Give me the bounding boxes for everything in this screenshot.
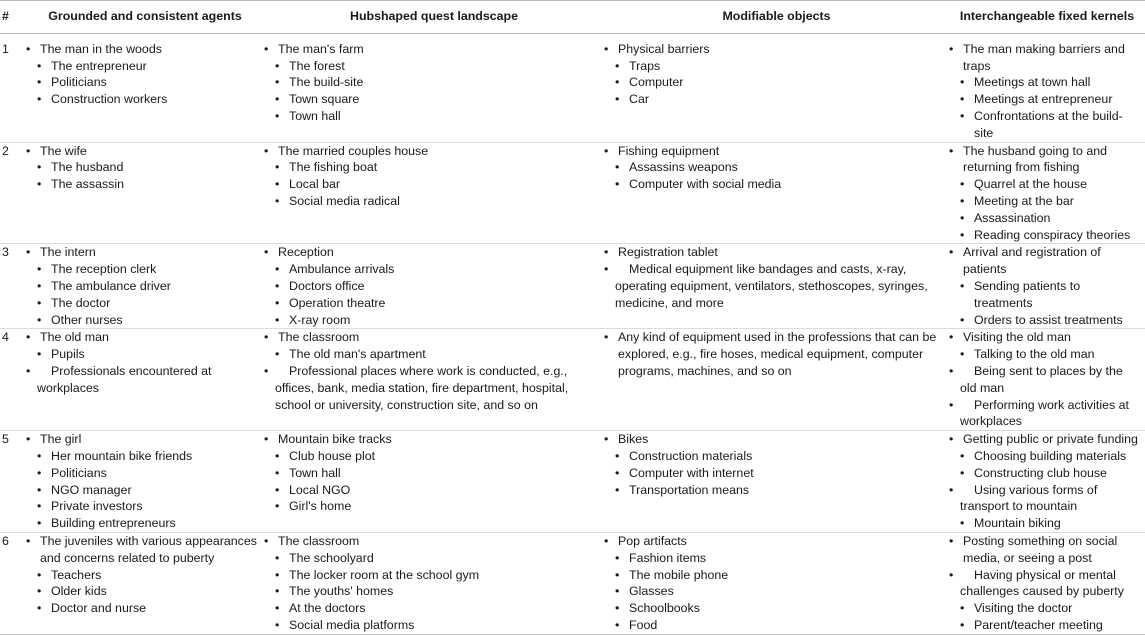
list-item: • Bikes bbox=[604, 431, 945, 448]
list-item: • Her mountain bike friends bbox=[26, 448, 260, 465]
list-item: • Visiting the doctor bbox=[949, 600, 1141, 617]
table-row bbox=[0, 142, 1145, 244]
kernels-cell bbox=[949, 532, 1145, 634]
list-item: • Town square bbox=[264, 91, 600, 108]
list-item bbox=[604, 261, 945, 311]
header-kernels: Interchangeable fixed kernels bbox=[949, 1, 1145, 34]
agents-cell bbox=[26, 244, 264, 329]
objects-cell bbox=[604, 142, 949, 244]
list-item: • Computer with internet bbox=[604, 465, 945, 482]
list-item-text: Professional places where work is conducted, e.g., offices, bank, media station, fire department, hospital, school or university, construction site, and so on bbox=[275, 363, 569, 412]
list-item: • Registration tablet bbox=[604, 244, 945, 261]
landscape-cell bbox=[264, 329, 604, 431]
list-item: • Older kids bbox=[26, 583, 260, 600]
agents-cell bbox=[26, 329, 264, 431]
objects-cell bbox=[604, 431, 949, 533]
list-item: • Politicians bbox=[26, 74, 260, 91]
objects-cell bbox=[604, 329, 949, 431]
agents-cell bbox=[26, 431, 264, 533]
list-item: • Transportation means bbox=[604, 482, 945, 499]
list-item: • NGO manager bbox=[26, 482, 260, 499]
list-item: • Fashion items bbox=[604, 550, 945, 567]
list-item: • Talking to the old man bbox=[949, 346, 1141, 363]
list-item: • X-ray room bbox=[264, 312, 600, 329]
list-item: • Arrival and registration of patients bbox=[949, 244, 1141, 278]
list-item: • The youths' homes bbox=[264, 583, 600, 600]
landscape-cell bbox=[264, 244, 604, 329]
list-item-text: Professionals encountered at workplaces bbox=[37, 363, 212, 395]
list-item: • Girl's home bbox=[264, 498, 600, 515]
list-item: • The girl bbox=[26, 431, 260, 448]
list-item: • Politicians bbox=[26, 465, 260, 482]
list-item: • Local NGO bbox=[264, 482, 600, 499]
list-item: • Meetings at town hall bbox=[949, 74, 1141, 91]
list-item: • The classroom bbox=[264, 329, 600, 346]
list-item: • The mobile phone bbox=[604, 567, 945, 584]
list-item-text: Performing work activities at workplaces bbox=[960, 397, 1129, 429]
list-item: • The juveniles with various appearances and concerns related to puberty bbox=[26, 533, 260, 567]
list-item bbox=[26, 363, 260, 397]
list-item: • Any kind of equipment used in the professions that can be explored, e.g., fire hoses, medical equipment, computer programs, machines, and so on bbox=[604, 329, 945, 379]
list-item: • At the doctors bbox=[264, 600, 600, 617]
list-item: • Orders to assist treatments bbox=[949, 312, 1141, 329]
row-number: 2 bbox=[0, 142, 26, 244]
row-number: 5 bbox=[0, 431, 26, 533]
list-item: • Quarrel at the house bbox=[949, 176, 1141, 193]
list-item: • Social media platforms bbox=[264, 617, 600, 634]
list-item: • The husband going to and returning from fishing bbox=[949, 143, 1141, 177]
list-item: • Doctors office bbox=[264, 278, 600, 295]
list-item: • Town hall bbox=[264, 108, 600, 125]
list-item: • The married couples house bbox=[264, 143, 600, 160]
landscape-cell bbox=[264, 431, 604, 533]
list-item: • Assassins weapons bbox=[604, 159, 945, 176]
table-row bbox=[0, 33, 1145, 142]
list-item: • The locker room at the school gym bbox=[264, 567, 600, 584]
objects-cell bbox=[604, 33, 949, 142]
list-item: • Getting public or private funding bbox=[949, 431, 1141, 448]
list-item-text: Being sent to places by the old man bbox=[960, 363, 1123, 395]
landscape-cell bbox=[264, 532, 604, 634]
list-item: • Constructing club house bbox=[949, 465, 1141, 482]
list-item: • Construction materials bbox=[604, 448, 945, 465]
list-item: • The schoolyard bbox=[264, 550, 600, 567]
list-item: • The old man's apartment bbox=[264, 346, 600, 363]
list-item bbox=[949, 567, 1141, 601]
table-row bbox=[0, 244, 1145, 329]
list-item: • Traps bbox=[604, 58, 945, 75]
list-item: • The entrepreneur bbox=[26, 58, 260, 75]
kernels-cell bbox=[949, 244, 1145, 329]
list-item: • Fishing equipment bbox=[604, 143, 945, 160]
header-number: # bbox=[0, 1, 26, 34]
list-item: • Meeting at the bar bbox=[949, 193, 1141, 210]
list-item: • Choosing building materials bbox=[949, 448, 1141, 465]
list-item: • Physical barriers bbox=[604, 41, 945, 58]
table-row bbox=[0, 532, 1145, 634]
list-item: • The husband bbox=[26, 159, 260, 176]
list-item: • Visiting the old man bbox=[949, 329, 1141, 346]
list-item: • Food bbox=[604, 617, 945, 634]
list-item: • The classroom bbox=[264, 533, 600, 550]
list-item: • The intern bbox=[26, 244, 260, 261]
list-item: • Construction workers bbox=[26, 91, 260, 108]
list-item: • Town hall bbox=[264, 465, 600, 482]
list-item: • The old man bbox=[26, 329, 260, 346]
agents-cell bbox=[26, 532, 264, 634]
list-item: • Private investors bbox=[26, 498, 260, 515]
row-number: 1 bbox=[0, 33, 26, 142]
list-item-text: Medical equipment like bandages and casts, x-ray, operating equipment, ventilators, stethoscopes, syringes, medicine, and more bbox=[615, 262, 928, 310]
list-item: • The man in the woods bbox=[26, 41, 260, 58]
list-item: • Glasses bbox=[604, 583, 945, 600]
list-item bbox=[264, 363, 600, 413]
list-item: • The fishing boat bbox=[264, 159, 600, 176]
list-item bbox=[949, 363, 1141, 397]
list-item: • Meetings at entrepreneur bbox=[949, 91, 1141, 108]
list-item: • Posting something on social media, or seeing a post bbox=[949, 533, 1141, 567]
list-item: • Pupils bbox=[26, 346, 260, 363]
header-objects: Modifiable objects bbox=[604, 1, 949, 34]
list-item: • Ambulance arrivals bbox=[264, 261, 600, 278]
table-row bbox=[0, 431, 1145, 533]
list-item: • The forest bbox=[264, 58, 600, 75]
list-item: • Parent/teacher meeting bbox=[949, 617, 1141, 634]
list-item: • Building entrepreneurs bbox=[26, 515, 260, 532]
list-item: • Computer bbox=[604, 74, 945, 91]
row-number: 6 bbox=[0, 532, 26, 634]
landscape-cell bbox=[264, 142, 604, 244]
kernels-cell bbox=[949, 33, 1145, 142]
list-item: • Local bar bbox=[264, 176, 600, 193]
list-item: • Teachers bbox=[26, 567, 260, 584]
list-item: • The man making barriers and traps bbox=[949, 41, 1141, 75]
list-item: • The doctor bbox=[26, 295, 260, 312]
list-item: • Confrontations at the build-site bbox=[949, 108, 1141, 142]
list-item: • Social media radical bbox=[264, 193, 600, 210]
list-item: • Reading conspiracy theories bbox=[949, 227, 1141, 244]
list-item bbox=[949, 397, 1141, 431]
list-item: • The build-site bbox=[264, 74, 600, 91]
list-item: • The man's farm bbox=[264, 41, 600, 58]
list-item: • Car bbox=[604, 91, 945, 108]
list-item bbox=[949, 482, 1141, 516]
list-item: • Assassination bbox=[949, 210, 1141, 227]
row-number: 3 bbox=[0, 244, 26, 329]
list-item: • Pop artifacts bbox=[604, 533, 945, 550]
list-item: • Mountain bike tracks bbox=[264, 431, 600, 448]
list-item: • The assassin bbox=[26, 176, 260, 193]
kernels-cell bbox=[949, 142, 1145, 244]
header-agents: Grounded and consistent agents bbox=[26, 1, 264, 34]
objects-cell bbox=[604, 244, 949, 329]
list-item: • Doctor and nurse bbox=[26, 600, 260, 617]
objects-cell bbox=[604, 532, 949, 634]
list-item: • Sending patients to treatments bbox=[949, 278, 1141, 312]
list-item: • The wife bbox=[26, 143, 260, 160]
header-row bbox=[0, 1, 1145, 34]
list-item-text: Using various forms of transport to mountain bbox=[960, 482, 1098, 514]
list-item: • Club house plot bbox=[264, 448, 600, 465]
agents-cell bbox=[26, 33, 264, 142]
header-landscape: Hubshaped quest landscape bbox=[264, 1, 604, 34]
row-number: 4 bbox=[0, 329, 26, 431]
kernels-cell bbox=[949, 329, 1145, 431]
list-item: • Reception bbox=[264, 244, 600, 261]
list-item: • Mountain biking bbox=[949, 515, 1141, 532]
list-item: • Computer with social media bbox=[604, 176, 945, 193]
kernels-cell bbox=[949, 431, 1145, 533]
list-item: • Operation theatre bbox=[264, 295, 600, 312]
list-item: • The reception clerk bbox=[26, 261, 260, 278]
list-item: • Schoolbooks bbox=[604, 600, 945, 617]
agents-cell bbox=[26, 142, 264, 244]
list-item-text: Having physical or mental challenges caused by puberty bbox=[960, 567, 1124, 599]
list-item: • The ambulance driver bbox=[26, 278, 260, 295]
list-item: • Other nurses bbox=[26, 312, 260, 329]
landscape-cell bbox=[264, 33, 604, 142]
table-row bbox=[0, 329, 1145, 431]
